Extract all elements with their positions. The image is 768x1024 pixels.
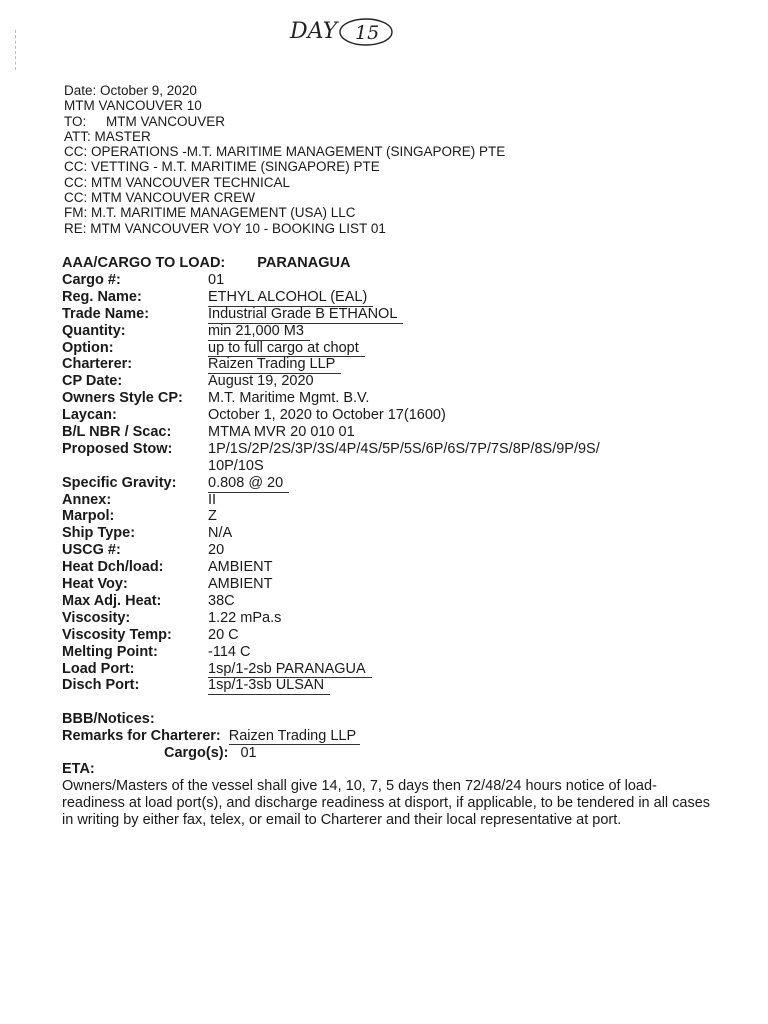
field-label: Charterer: [62,356,133,373]
memo-date: Date: October 9, 2020 [64,83,197,98]
field-label: Trade Name: [62,305,150,322]
field-label: B/L NBR / Scac: [62,424,172,441]
field-value: ETHYL ALCOHOL (EAL) [208,289,373,307]
memo-header [64,83,505,236]
stow-line-1: 1P/1S/2P/2S/3P/3S/4P/4S/5P/5S/6P/6S/7P/7S/8P/8S/9P/9S/ [208,440,600,457]
section-port: PARANAGUA [257,255,351,271]
eta-text: Owners/Masters of the vessel shall give 14, 10, 7, 5 days then 72/48/24 hours notice of load-readiness at load port(s), and discharge readiness at disport, if applicable, to be tendered in all cases in writing by either fax, telex, or email to Charterer and their local representative at port. [62,778,711,828]
field-label: Quantity: [62,322,126,339]
field-label: Viscosity Temp: [62,626,172,643]
field-value: AMBIENT [208,576,273,593]
field-label: Viscosity: [62,609,131,626]
field-value: 20 C [208,626,239,643]
notices-title: BBB/Notices: [62,711,155,727]
to-label: TO: [64,113,87,129]
field-value: up to full cargo at chopt [208,340,365,358]
cargo-section-title [62,255,350,271]
field-label: Heat Dch/load: [62,559,164,576]
field-value: October 1, 2020 to October 17(1600) [208,407,446,424]
field-label: Laycan: [62,407,117,424]
cargos-label: Cargo(s): [164,744,229,761]
memo-att: ATT: MASTER [64,128,151,144]
stamp-day-text: DAY [290,19,338,44]
field-label: Reg. Name: [62,288,142,305]
remarks-row [62,728,712,745]
field-label: Option: [62,339,114,356]
field-label: Proposed Stow: [62,440,173,457]
field-label: Annex: [62,491,112,508]
field-label: Cargo #: [62,272,121,288]
memo-cc-3: CC: MTM VANCOUVER CREW [64,190,255,206]
section-title-text: AAA/CARGO TO LOAD: [62,255,226,271]
scan-margin-mark [15,30,18,70]
field-label: Specific Gravity: [62,474,177,491]
field-label: Owners Style CP: [62,390,183,407]
field-value: Raizen Trading LLP [208,356,341,374]
field-value: M.T. Maritime Mgmt. B.V. [208,390,370,407]
field-value [208,441,600,475]
field-value: N/A [208,525,233,542]
field-label: Heat Voy: [62,576,128,593]
day-handwritten-stamp [286,10,398,50]
field-value: August 19, 2020 [208,373,314,390]
memo-re: RE: MTM VANCOUVER VOY 10 - BOOKING LIST 01 [64,220,386,236]
memo-cc-2: CC: MTM VANCOUVER TECHNICAL [64,174,291,190]
notices-section [62,711,712,829]
field-value: 1sp/1-2sb PARANAGUA [208,661,372,679]
stamp-number: 15 [355,22,380,44]
stow-line-2: 10P/10S [208,457,264,474]
memo-from: FM: M.T. MARITIME MANAGEMENT (USA) LLC [64,205,356,221]
cargos-value: 01 [240,744,257,761]
field-value: 0.808 @ 20 [208,475,289,493]
cargos-row [62,745,712,762]
field-value: 1sp/1-3sb ULSAN [208,677,330,695]
field-value: MTMA MVR 20 010 01 [208,424,355,441]
field-label: CP Date: [62,373,123,390]
field-label: Marpol: [62,508,115,525]
field-value: Industrial Grade B ETHANOL [208,306,403,324]
field-value: -114 C [208,643,251,660]
field-value: 1.22 mPa.s [208,609,282,626]
field-value: 38C [208,592,235,609]
field-value: II [208,491,217,508]
memo-cc-1: CC: VETTING - M.T. MARITIME (SINGAPORE) PTE [64,159,380,175]
field-label: Melting Point: [62,643,158,660]
remarks-label: Remarks for Charterer: [62,727,221,744]
field-value: min 21,000 M3 [208,323,310,341]
field-value: Z [208,508,217,525]
field-value: 01 [208,272,225,288]
field-label: Ship Type: [62,525,136,542]
eta-label: ETA: [62,761,95,778]
field-value: AMBIENT [208,559,273,576]
memo-cc-0: CC: OPERATIONS -M.T. MARITIME MANAGEMENT (SINGAPORE) PTE [64,144,506,160]
to-value: MTM VANCOUVER [106,113,226,129]
memo-vessel-ref: MTM VANCOUVER 10 [64,98,202,114]
field-label: Disch Port: [62,677,140,694]
field-label: USCG #: [62,542,121,559]
field-label: Max Adj. Heat: [62,592,162,609]
field-value: 20 [208,542,225,559]
field-label: Load Port: [62,660,135,677]
remarks-value: Raizen Trading LLP [229,728,360,745]
memo-to [64,114,505,129]
